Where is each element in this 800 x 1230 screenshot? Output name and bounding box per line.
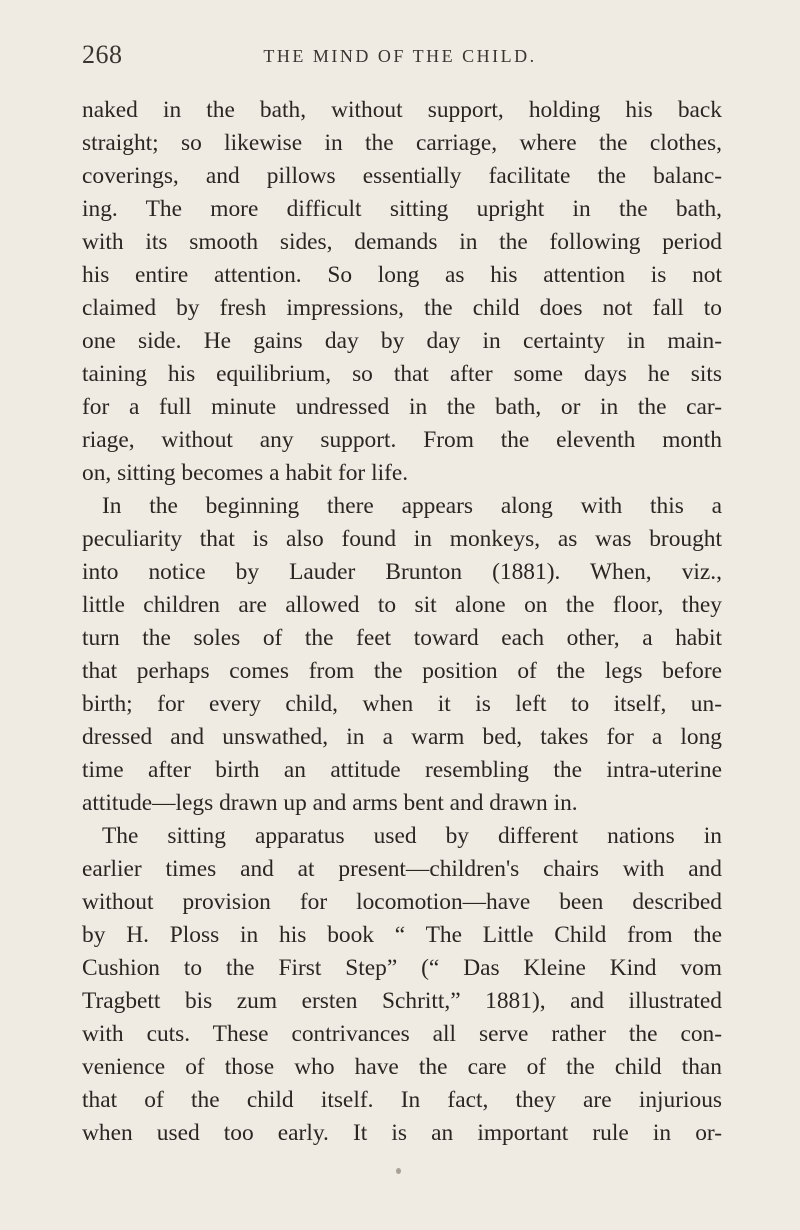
text-line: that perhaps comes from the position of the legs before bbox=[82, 658, 722, 684]
text-line: without provision for locomotion—have been described bbox=[82, 889, 722, 915]
text-line: on, sitting becomes a habit for life. bbox=[82, 460, 409, 486]
text-line: by H. Ploss in his book “ The Little Child from the bbox=[82, 922, 722, 948]
page-number: 268 bbox=[82, 40, 123, 69]
text-line: riage, without any support. From the eleventh month bbox=[82, 427, 722, 453]
text-line: peculiarity that is also found in monkeys, as was brought bbox=[82, 526, 722, 552]
text-line: dressed and unswathed, in a warm bed, takes for a long bbox=[82, 724, 722, 750]
text-line: attitude—legs drawn up and arms bent and drawn in. bbox=[82, 790, 578, 816]
text-line: In the beginning there appears along with this a bbox=[102, 493, 722, 519]
text-line: claimed by fresh impressions, the child does not fall to bbox=[82, 295, 722, 321]
text-line: with cuts. These contrivances all serve rather the con- bbox=[82, 1021, 722, 1047]
text-line: Tragbett bis zum ersten Schritt,” 1881), and illustrated bbox=[82, 988, 722, 1014]
text-line: for a full minute undressed in the bath, or in the car- bbox=[82, 394, 722, 420]
text-line: ing. The more difficult sitting upright in the bath, bbox=[82, 196, 722, 222]
body-text bbox=[82, 94, 722, 1150]
text-line: turn the soles of the feet toward each other, a habit bbox=[82, 625, 722, 651]
text-line: straight; so likewise in the carriage, where the clothes, bbox=[82, 130, 722, 156]
ink-speck bbox=[396, 1168, 401, 1174]
text-line: into notice by Lauder Brunton (1881). When, viz., bbox=[82, 559, 722, 585]
running-title: THE MIND OF THE CHILD. bbox=[263, 46, 537, 66]
text-line: with its smooth sides, demands in the following period bbox=[82, 229, 722, 255]
text-line: earlier times and at present—children's chairs with and bbox=[82, 856, 722, 882]
text-line: taining his equilibrium, so that after some days he sits bbox=[82, 361, 722, 387]
text-line: The sitting apparatus used by different nations in bbox=[102, 823, 722, 849]
text-line: Cushion to the First Step” (“ Das Kleine Kind vom bbox=[82, 955, 722, 981]
text-line: little children are allowed to sit alone on the floor, they bbox=[82, 592, 722, 618]
text-line: his entire attention. So long as his attention is not bbox=[82, 262, 722, 288]
text-line: coverings, and pillows essentially facilitate the balanc- bbox=[82, 163, 722, 189]
text-line: venience of those who have the care of the child than bbox=[82, 1054, 722, 1080]
text-line: time after birth an attitude resembling the intra-uterine bbox=[82, 757, 722, 783]
text-line: one side. He gains day by day in certainty in main- bbox=[82, 328, 722, 354]
text-line: when used too early. It is an important rule in or- bbox=[82, 1120, 722, 1146]
text-line: birth; for every child, when it is left to itself, un- bbox=[82, 691, 722, 717]
text-line: naked in the bath, without support, holding his back bbox=[82, 97, 722, 123]
text-line: that of the child itself. In fact, they are injurious bbox=[82, 1087, 722, 1113]
